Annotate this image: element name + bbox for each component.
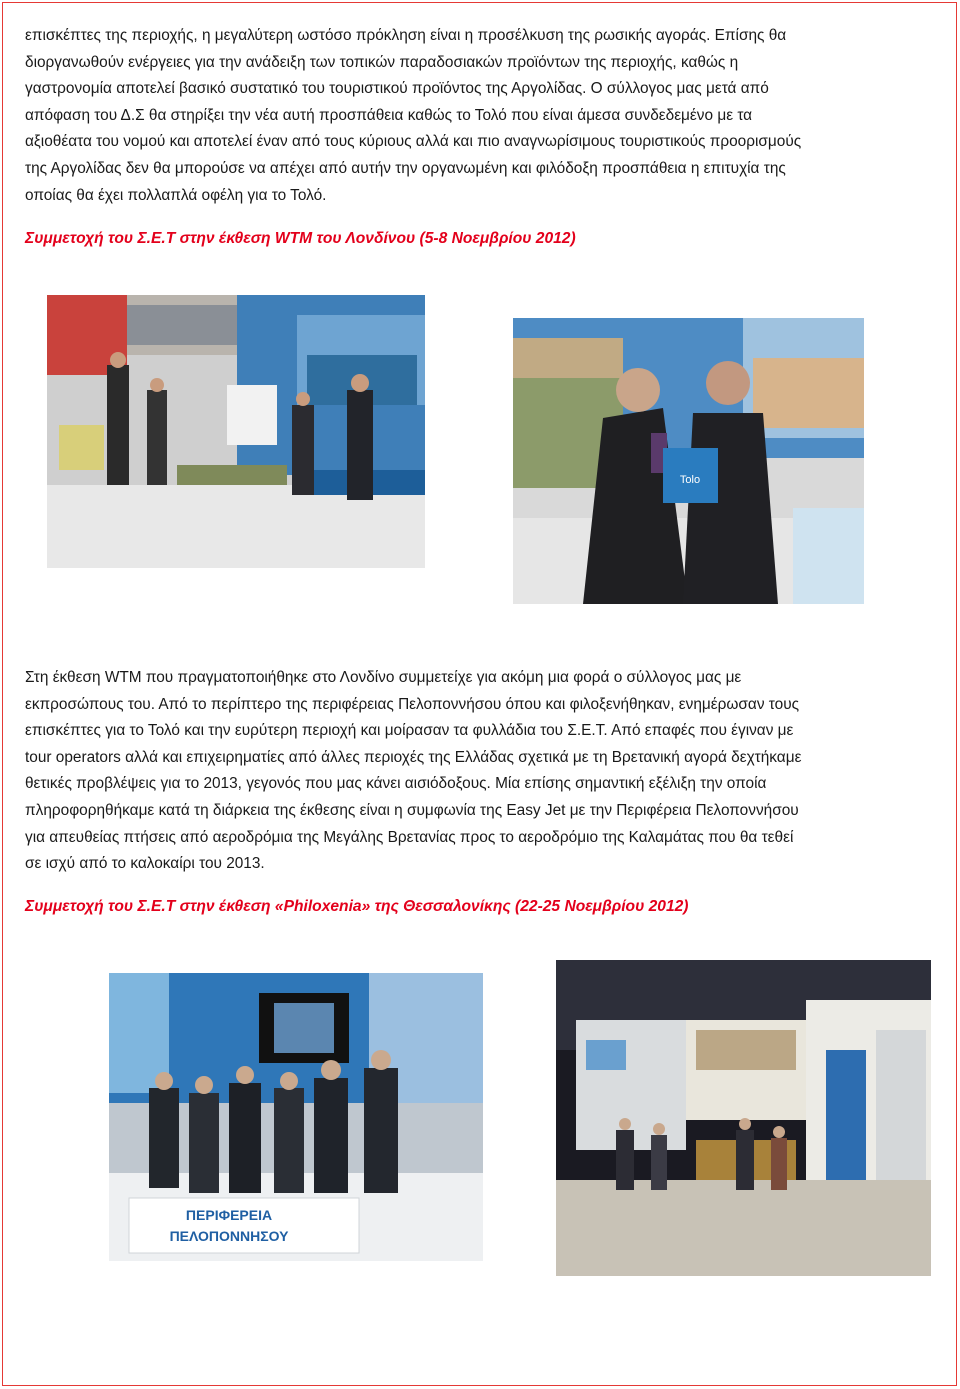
paragraph-line: διοργανωθούν ενέργειες για την ανάδειξη των τοπικών παραδοσιακών προϊόντων της περιοχής, καθώς η [25, 53, 739, 71]
wtm-booth-photo [47, 295, 425, 568]
paragraph-line: επισκέπτες της περιοχής, η μεγαλύτερη ωστόσο πρόκληση είναι η προσέλκυση της ρωσικής αγοράς. Επίσης θα [25, 27, 787, 44]
paragraph-line: πληροφορηθήκαμε κατά τη διάρκεια της έκθεσης είναι η συμφωνία της Easy Jet με την Περιφέρεια Πελοποννήσου [25, 801, 799, 819]
paragraph-line: γαστρονομία αποτελεί βασικό συστατικό του τουριστικού προϊόντος της Αργολίδας. Ο σύλλογος μας μετά από [25, 80, 769, 98]
paragraph-line: tour operators αλλά και επιχειρηματίες από άλλες περιοχές της Ελλάδας σχετικά με τη Βρετανική αγορά δεχτήκαμε [25, 748, 802, 766]
paragraph-line: της Αργολίδας δεν θα μπορούσε να απέχει από αυτήν την οργανωμένη και φιλόδοξη προσπάθεια η επιτυχία της [25, 159, 786, 177]
paragraph-line: για απευθείας πτήσεις από αεροδρόμια της Μεγάλης Βρετανίας προς το αεροδρόμιο της Καλαμάτας που θα τεθεί [25, 828, 794, 846]
philoxenia-group-photo [109, 973, 483, 1261]
paragraph-line: εκπροσώπους του. Από το περίπτερο της περιφέρειας Πελοποννήσου όπου και φιλοξενήθηκαν, ενημέρωσαν τους [25, 695, 800, 713]
tolo-brochure-text: Tolo [679, 474, 701, 486]
wtm-paragraph [25, 665, 940, 878]
paragraph-line: επισκέπτες για το Τολό και την ευρύτερη περιοχή και μοίρασαν τα φυλλάδια του Σ.Ε.Τ. Από επαφές που έγιναν με [25, 722, 794, 740]
section-heading-philoxenia: Συμμετοχή του Σ.Ε.Τ στην έκθεση «Philoxenia» της Θεσσαλονίκης (22-25 Νοεμβρίου 2012) [25, 898, 689, 915]
paragraph-line: αξιοθέατα του νομού και αποτελεί έναν από τους κύριους αλλά και πιο αναγνωρίσιμους τουριστικούς προορισμούς [25, 133, 802, 151]
booth-sign-line2: ΠΕΛΟΠΟΝΝΗΣΟΥ [169, 1228, 289, 1244]
paragraph-line: Στη έκθεση WTM που πραγματοποιήθηκε στο Λονδίνο συμμετείχε για ακόμη μια φορά ο σύλλογος μας με [25, 669, 742, 686]
paragraph-line: θετικές προβλέψεις για το 2013, γεγονός που μας κάνει αισιόδοξους. Μία επίσης σημαντική εξέλιξη την οποία [25, 775, 767, 793]
paragraph-line: απόφαση του Δ.Σ θα στηρίξει την νέα αυτή προσπάθεια καθώς το Τολό που είναι άμεσα συνδεδεμένο με τα [25, 106, 753, 124]
paragraph-line: οποίας θα έχει πολλαπλά οφέλη για το Τολό. [25, 186, 327, 204]
paragraph-line: σε ισχύ από το καλοκαίρι του 2013. [25, 855, 265, 873]
philoxenia-hall-photo [556, 960, 931, 1276]
booth-sign-line1: ΠΕΡΙΦΕΡΕΙΑ [185, 1207, 273, 1223]
section-heading-wtm: Συμμετοχή του Σ.Ε.Τ στην έκθεση WTM του Λονδίνου (5-8 Νοεμβρίου 2012) [25, 230, 576, 247]
intro-paragraph [25, 23, 940, 209]
wtm-representatives-photo [513, 318, 864, 604]
